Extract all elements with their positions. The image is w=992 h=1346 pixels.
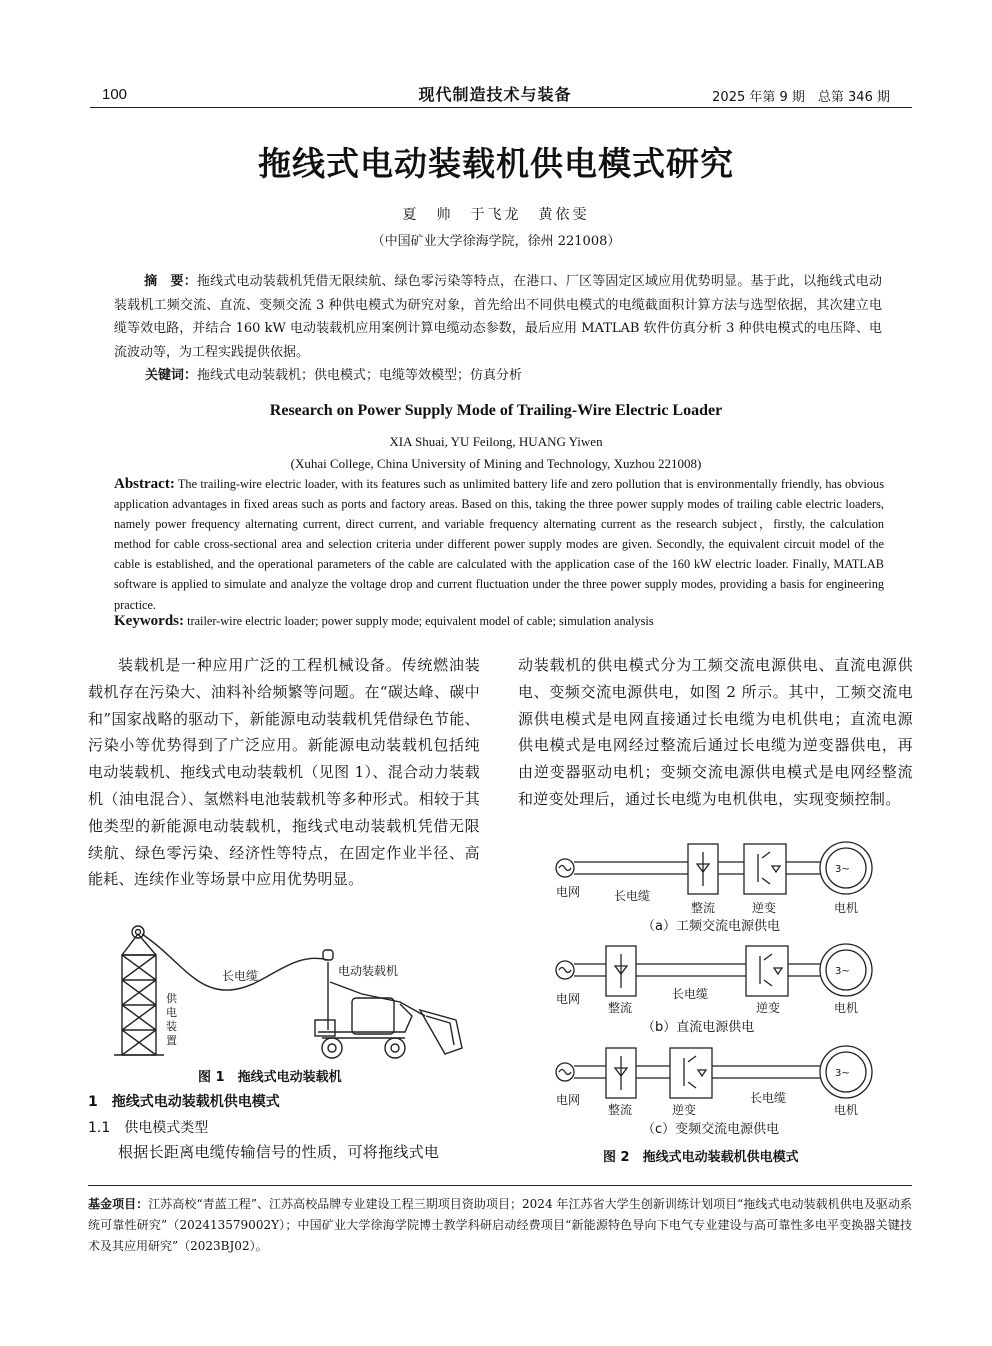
funding-text: 江苏高校“青蓝工程”、江苏高校品牌专业建设工程三期项目资助项目；2024 年江苏省大学生创新训练计划项目“拖线式电动装载机供电及驱动系统可靠性研究”（202413579002Y）；中国矿业大学徐海学院博士教学科研启动经费项目“新能源特色导向下电气专业建设与高可靠性多电平变换器关键技术及其应用研究”（2023BJ02）。	[88, 1197, 912, 1253]
fig2a-cable-label: 长电缆	[614, 889, 651, 903]
figure-1-caption: 图 1 拖线式电动装载机	[198, 1070, 342, 1085]
figure-1-loader-label: 电动装载机	[338, 964, 399, 978]
keywords-en	[114, 613, 884, 630]
fig2a-motor-label: 电机	[834, 901, 859, 915]
body-paragraph-2: 动装载机的供电模式分为工频交流电源供电、直流电源供电、变频交流电源供电，如图 2 所示。其中，工频交流电源供电模式是电网直接通过长电缆为电机供电；直流电源供电模式是电网经过整流后通过长电缆为逆变器供电，再由逆变器驱动电机；变频交流电源供电模式是电网经整流和逆变处理后，通过长电缆为电机供电，实现变频控制。	[518, 656, 913, 808]
figure-1-supply-char-4: 置	[166, 1034, 177, 1047]
body-paragraph-3: 根据长距离电缆传输信号的性质，可将拖线式电	[118, 1143, 440, 1161]
english-title: Research on Power Supply Mode of Trailing-Wire Electric Loader	[269, 402, 723, 419]
fig2a-inverter-label: 逆变	[752, 901, 777, 915]
fig2a-rectifier-label: 整流	[691, 901, 716, 915]
abstract-en-label: Abstract:	[114, 476, 175, 492]
fig2b-motor-label: 电机	[834, 1001, 859, 1015]
figure-1-supply-char-3: 装	[166, 1020, 177, 1033]
figure-2-caption: 图 2 拖线式电动装载机供电模式	[603, 1150, 799, 1165]
page-number: 100	[102, 86, 128, 103]
fig2b-motor-symbol: 3~	[835, 966, 850, 977]
fig2c-rectifier-label: 整流	[608, 1103, 633, 1117]
fig2a-motor-symbol: 3~	[835, 864, 850, 875]
figure-2-diagram	[548, 838, 898, 1138]
funding-label: 基金项目：	[88, 1197, 149, 1211]
figure-1-supply-char-2: 电	[166, 1006, 177, 1019]
abstract-zh	[114, 270, 882, 364]
figure-1-illustration	[100, 920, 480, 1065]
funding-note	[88, 1194, 912, 1257]
keywords-en-text: trailer-wire electric loader; power supply mode; equivalent model of cable; simulation analysis	[187, 614, 654, 628]
abstract-en-text: The trailing-wire electric loader, with its features such as unlimited battery life and zero pollution that is environmentally friendly, has obvious application advantages in fixed areas such as ports and factory areas. Based on this, taking the three power supply modes of trailing cable electric loaders, namely power frequency alternating current, direct current, and variable frequency alternating current as the research subject，firstly, the calculation method for cable cross-sectional area and selection criteria under different power supply modes are given. Secondly, the equivalent circuit model of the cable is established, and the operational parameters of the cable are calculated with the application case of the 160 kW electric loader. Finally, MATLAB software is applied to simulate and analyze the voltage drop and current fluctuation under the three power supply modes, providing a basis for engineering practice.	[114, 477, 884, 612]
fig2c-grid-label: 电网	[556, 1093, 581, 1107]
section-1-1-heading: 1.1 供电模式类型	[88, 1120, 209, 1136]
fig2b-rectifier-label: 整流	[608, 1001, 633, 1015]
fig2c-subcaption: （c）变频交流电源供电	[642, 1122, 780, 1137]
keywords-zh-label: 关键词：	[145, 368, 198, 383]
fig2b-subcaption: （b）直流电源供电	[642, 1020, 755, 1035]
fig2a-grid-label: 电网	[556, 885, 581, 899]
figure-1-supply-char-1: 供	[166, 992, 177, 1005]
keywords-zh-text: 拖线式电动装载机；供电模式；电缆等效模型；仿真分析	[197, 368, 523, 383]
fig2c-inverter-label: 逆变	[672, 1103, 697, 1117]
journal-name: 现代制造技术与装备	[418, 85, 572, 104]
body-paragraph-1: 装载机是一种应用广泛的工程机械设备。传统燃油装载机存在污染大、油料补给频繁等问题。在“碳达峰、碳中和”国家战略的驱动下，新能源电动装载机凭借绿色节能、污染小等优势得到了广泛应用。新能源电动装载机包括纯电动装载机、拖线式电动装载机（见图 1）、混合动力装载机（油电混合）、氢燃料电池装载机等多种形式。相较于其他类型的新能源电动装载机，拖线式电动装载机凭借无限续航、绿色零污染、经济性等特点，在固定作业半径、高能耗、连续作业等场景中应用优势明显。	[88, 656, 480, 889]
fig2c-motor-label: 电机	[834, 1103, 859, 1117]
fig2a-subcaption: （a）工频交流电源供电	[642, 919, 780, 934]
fig2b-cable-label: 长电缆	[672, 987, 709, 1001]
affiliation: （中国矿业大学徐海学院，徐州 221008）	[371, 234, 621, 249]
fig2c-cable-label: 长电缆	[750, 1091, 787, 1105]
fig2c-motor-symbol: 3~	[835, 1068, 850, 1079]
abstract-zh-text: 拖线式电动装载机凭借无限续航、绿色零污染等特点，在港口、厂区等固定区域应用优势明显。基于此，以拖线式电动装载机工频交流、直流、变频交流 3 种供电模式为研究对象，首先给出不同供电模式的电缆截面积计算方法与选型依据，其次建立电缆等效电路，并结合 160 kW 电动装载机应用案例计算电缆动态参数，最后应用 MATLAB 软件仿真分析 3 种供电模式的电压降、电流波动等，为工程实践提供依据。	[114, 274, 882, 360]
footnote-rule	[88, 1185, 912, 1186]
abstract-en	[114, 474, 884, 615]
figure-1-cable-label: 长电缆	[222, 969, 259, 983]
issue-info: 2025 年第 9 期 总第 346 期	[712, 90, 890, 105]
header-rule	[90, 107, 912, 108]
english-authors: XIA Shuai, YU Feilong, HUANG Yiwen	[389, 434, 603, 449]
abstract-zh-label: 摘 要：	[144, 274, 197, 289]
section-1-heading: 1 拖线式电动装载机供电模式	[88, 1094, 280, 1110]
english-affiliation: (Xuhai College, China University of Mining and Technology, Xuzhou 221008)	[290, 456, 702, 471]
paper-title: 拖线式电动装载机供电模式研究	[258, 144, 734, 183]
keywords-zh	[145, 364, 885, 383]
authors: 夏 帅 于飞龙 黄依雯	[402, 207, 590, 223]
fig2b-inverter-label: 逆变	[756, 1001, 781, 1015]
keywords-en-label: Keywords:	[114, 613, 184, 629]
fig2b-grid-label: 电网	[556, 992, 581, 1006]
